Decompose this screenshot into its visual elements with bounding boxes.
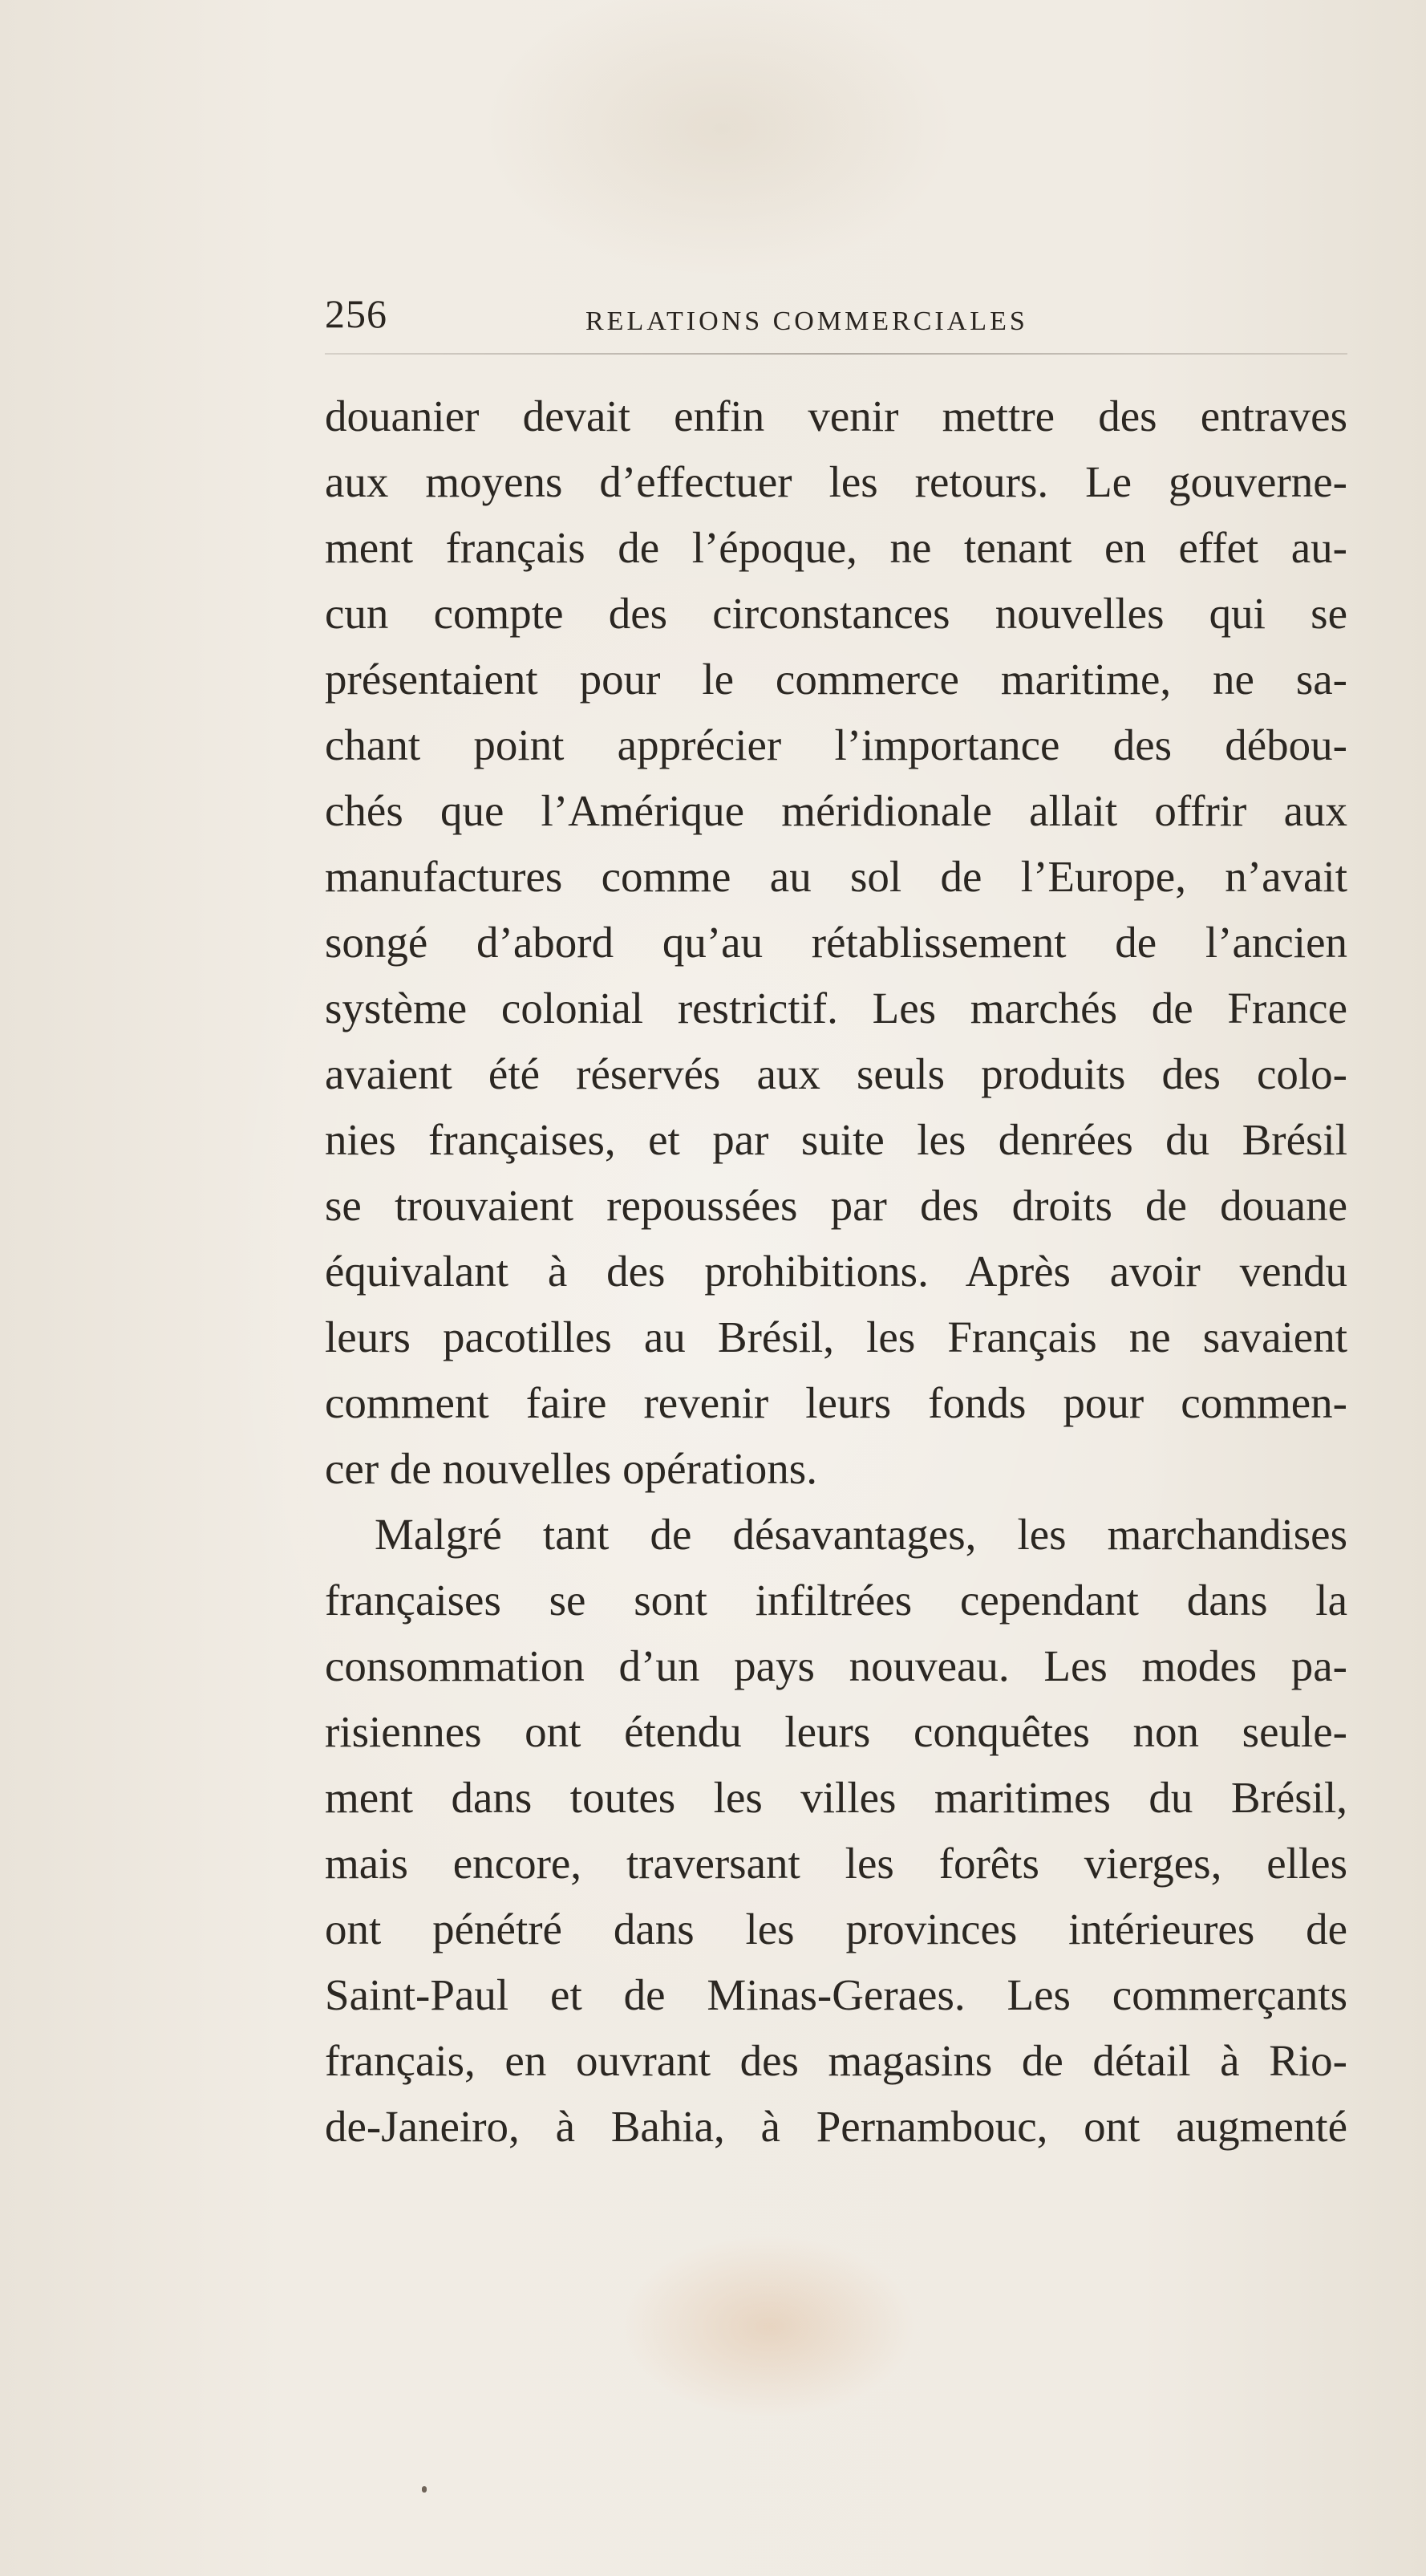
- body-text: [325, 383, 1347, 2160]
- text-line: risiennes ont étendu leurs conquêtes non seule-: [325, 1707, 1347, 1756]
- text-line: consommation d’un pays nouveau. Les modes pa-: [325, 1641, 1347, 1690]
- text-line: français, en ouvrant des magasins de détail à Rio-: [325, 2036, 1347, 2085]
- text-line: ment dans toutes les villes maritimes du Brésil,: [325, 1773, 1347, 1822]
- ink-speck: [422, 2486, 427, 2493]
- text-line: système colonial restrictif. Les marchés de France: [325, 984, 1347, 1032]
- page-header: [325, 290, 1095, 355]
- page-number: 256: [325, 291, 387, 336]
- text-line: avaient été réservés aux seuls produits des colo-: [325, 1049, 1347, 1098]
- text-line: chés que l’Amérique méridionale allait offrir aux: [325, 786, 1347, 835]
- text-line: cun compte des circonstances nouvelles qui se: [325, 589, 1347, 638]
- text-line: leurs pacotilles au Brésil, les Français ne savaient: [325, 1312, 1347, 1361]
- text-line: se trouvaient repoussées par des droits de douane: [325, 1181, 1347, 1230]
- paragraph-start-line: Malgré tant de désavantages, les marchandises: [375, 1510, 1347, 1559]
- header-rule: [325, 353, 1347, 355]
- text-line: chant point apprécier l’importance des débou-: [325, 720, 1347, 769]
- text-line: aux moyens d’effectuer les retours. Le gouverne-: [325, 457, 1347, 506]
- paragraph-end-line: cer de nouvelles opérations.: [325, 1444, 817, 1493]
- text-line: nies françaises, et par suite les denrées du Brésil: [325, 1115, 1347, 1164]
- text-line: équivalant à des prohibitions. Après avoir vendu: [325, 1247, 1347, 1296]
- text-line: mais encore, traversant les forêts vierges, elles: [325, 1839, 1347, 1888]
- text-line: songé d’abord qu’au rétablissement de l’ancien: [325, 918, 1347, 967]
- text-line: douanier devait enfin venir mettre des entraves: [325, 391, 1347, 440]
- text-line: présentaient pour le commerce maritime, ne sa-: [325, 655, 1347, 704]
- text-line: manufactures comme au sol de l’Europe, n’avait: [325, 852, 1347, 901]
- text-line: comment faire revenir leurs fonds pour commen-: [325, 1378, 1347, 1427]
- text-line: françaises se sont infiltrées cependant dans la: [325, 1576, 1347, 1625]
- text-line: de-Janeiro, à Bahia, à Pernambouc, ont augmenté: [325, 2102, 1347, 2151]
- text-line: Saint-Paul et de Minas-Geraes. Les commerçants: [325, 1970, 1347, 2019]
- text-line: ont pénétré dans les provinces intérieures de: [325, 1905, 1347, 1953]
- text-line: ment français de l’époque, ne tenant en effet au-: [325, 523, 1347, 572]
- running-title: RELATIONS COMMERCIALES: [585, 306, 1028, 336]
